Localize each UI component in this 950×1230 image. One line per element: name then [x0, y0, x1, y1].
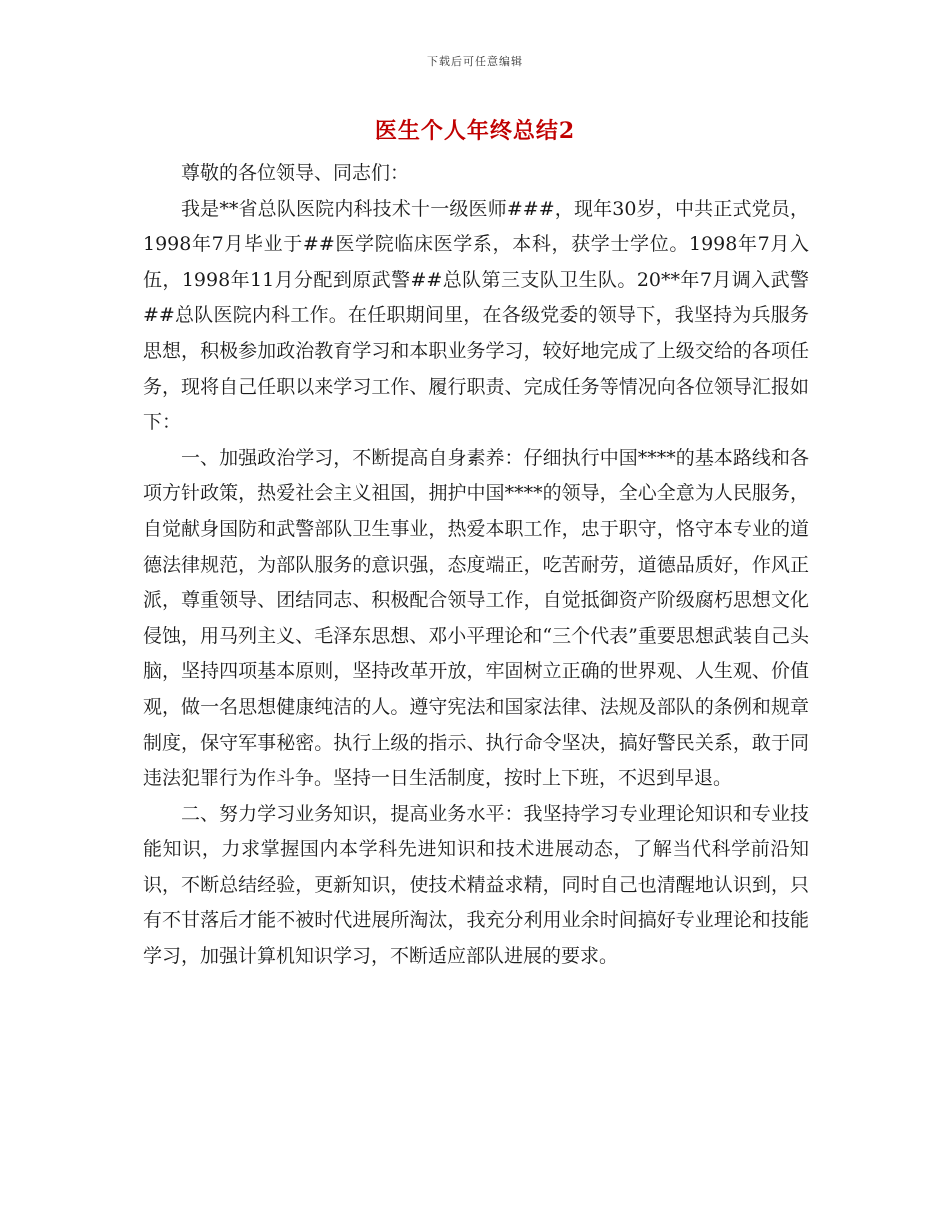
intro-paragraph: 我是**省总队医院内科技术十一级医师###，现年30岁，中共正式党员，1998年7月毕业于##医学院临床医学系，本科，获学士学位。1998年7月入伍，1998年11月分配到原武警##总队第三支队卫生队。20**年7月调入武警##总队医院内科工作。在任职期间里，在各级党委的领导下，我坚持为兵服务思想，积极参加政治教育学习和本职业务学习，较好地完成了上级交给的各项任务，现将自己任职以来学习工作、履行职责、完成任务等情况向各位领导汇报如下：: [143, 197, 809, 434]
header-note: 下载后可任意编辑: [427, 55, 523, 68]
document-body: [143, 156, 809, 975]
document-title: 医生个人年终总结2: [374, 118, 576, 144]
salutation-paragraph: 尊敬的各位领导、同志们：: [181, 162, 410, 184]
section-two-paragraph: 二、努力学习业务知识，提高业务水平：我坚持学习专业理论知识和专业技能知识，力求掌握国内本学科先进知识和技术进展动态，了解当代科学前沿知识，不断总结经验，更新知识，使技术精益求精，同时自己也清醒地认识到，只有不甘落后才能不被时代进展所淘汰，我充分利用业余时间搞好专业理论和技能学习，加强计算机知识学习，不断适应部队进展的要求。: [143, 802, 809, 968]
section-one-paragraph: 一、加强政治学习，不断提高自身素养：仔细执行中国****的基本路线和各项方针政策，热爱社会主义祖国，拥护中国****的领导，全心全意为人民服务，自觉献身国防和武警部队卫生事业，热爱本职工作，忠于职守，恪守本专业的道德法律规范，为部队服务的意识强，态度端正，吃苦耐劳，道德品质好，作风正派，尊重领导、团结同志、积极配合领导工作，自觉抵御资产阶级腐朽思想文化侵蚀，用马列主义、毛泽东思想、邓小平理论和“三个代表”重要思想武装自己头脑，坚持四项基本原则，坚持改革开放，牢固树立正确的世界观、人生观、价值观，做一名思想健康纯洁的人。遵守宪法和国家法律、法规及部队的条例和规章制度，保守军事秘密。执行上级的指示、执行命令坚决，搞好警民关系，敢于同违法犯罪行为作斗争。坚持一日生活制度，按时上下班，不迟到早退。: [143, 446, 809, 790]
